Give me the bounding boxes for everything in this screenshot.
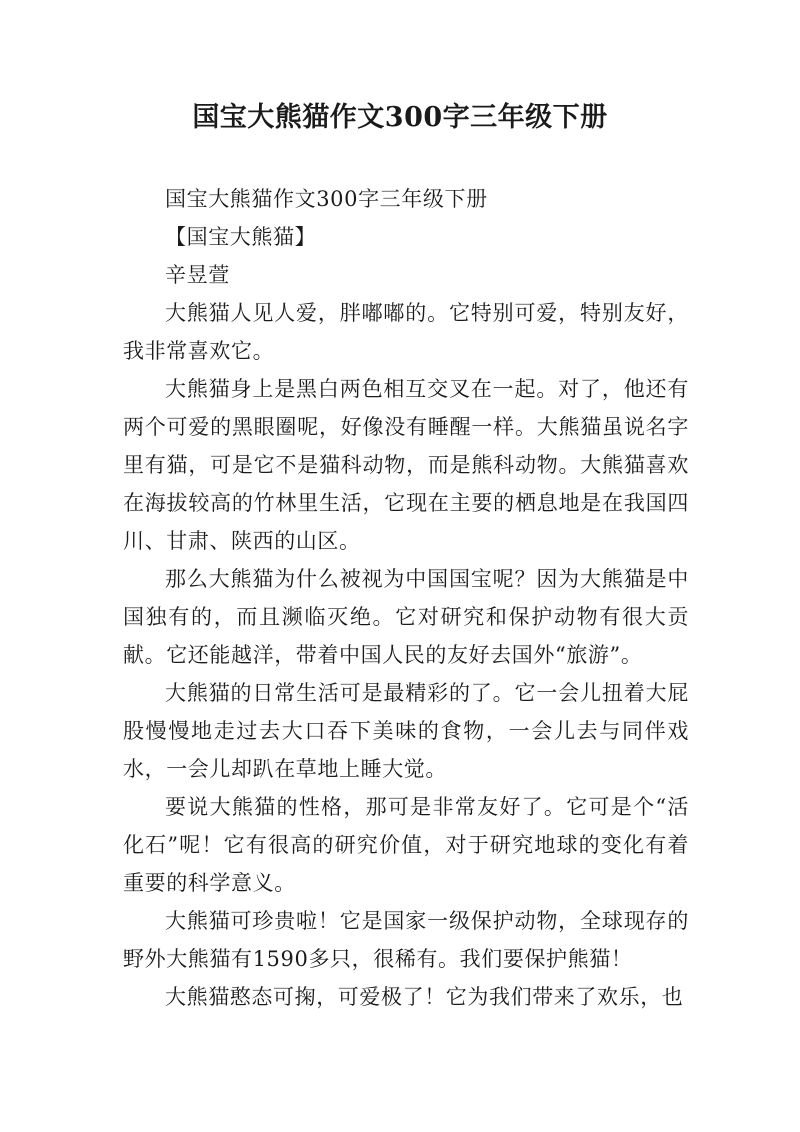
document-body — [123, 180, 689, 1016]
paragraph: 大熊猫人见人爱，胖嘟嘟的。它特别可爱，特别友好，我非常喜欢它。 — [123, 301, 689, 363]
paragraph: 大熊猫可珍贵啦！它是国家一级保护动物，全球现存的野外大熊猫有1590多只，很稀有。我们要保护熊猫！ — [123, 909, 689, 971]
paragraph-subtitle: 国宝大熊猫作文300字三年级下册 — [165, 187, 488, 211]
paragraph-heading: 【国宝大熊猫】 — [165, 225, 317, 249]
document-title: 国宝大熊猫作文300字三年级下册 — [192, 102, 608, 133]
paragraph: 大熊猫憨态可掬，可爱极了！它为我们带来了欢乐，也 — [165, 985, 684, 1009]
paragraph: 那么大熊猫为什么被视为中国国宝呢？因为大熊猫是中国独有的，而且濒临灭绝。它对研究和保护动物有很大贡献。它还能越洋，带着中国人民的友好去国外“旅游”。 — [123, 567, 689, 667]
paragraph: 大熊猫身上是黑白两色相互交叉在一起。对了，他还有两个可爱的黑眼圈呢，好像没有睡醒一样。大熊猫虽说名字里有猫，可是它不是猫科动物，而是熊科动物。大熊猫喜欢在海拔较高的竹林里生活，它现在主要的栖息地是在我国四川、甘肃、陕西的山区。 — [123, 377, 689, 553]
paragraph: 大熊猫的日常生活可是最精彩的了。它一会儿扭着大屁股慢慢地走过去大口吞下美味的食物，一会儿去与同伴戏水，一会儿却趴在草地上睡大觉。 — [123, 681, 689, 781]
paragraph-author: 辛昱萱 — [165, 263, 230, 287]
paragraph: 要说大熊猫的性格，那可是非常友好了。它可是个“活化石”呢！它有很高的研究价值，对于研究地球的变化有着重要的科学意义。 — [123, 795, 689, 895]
